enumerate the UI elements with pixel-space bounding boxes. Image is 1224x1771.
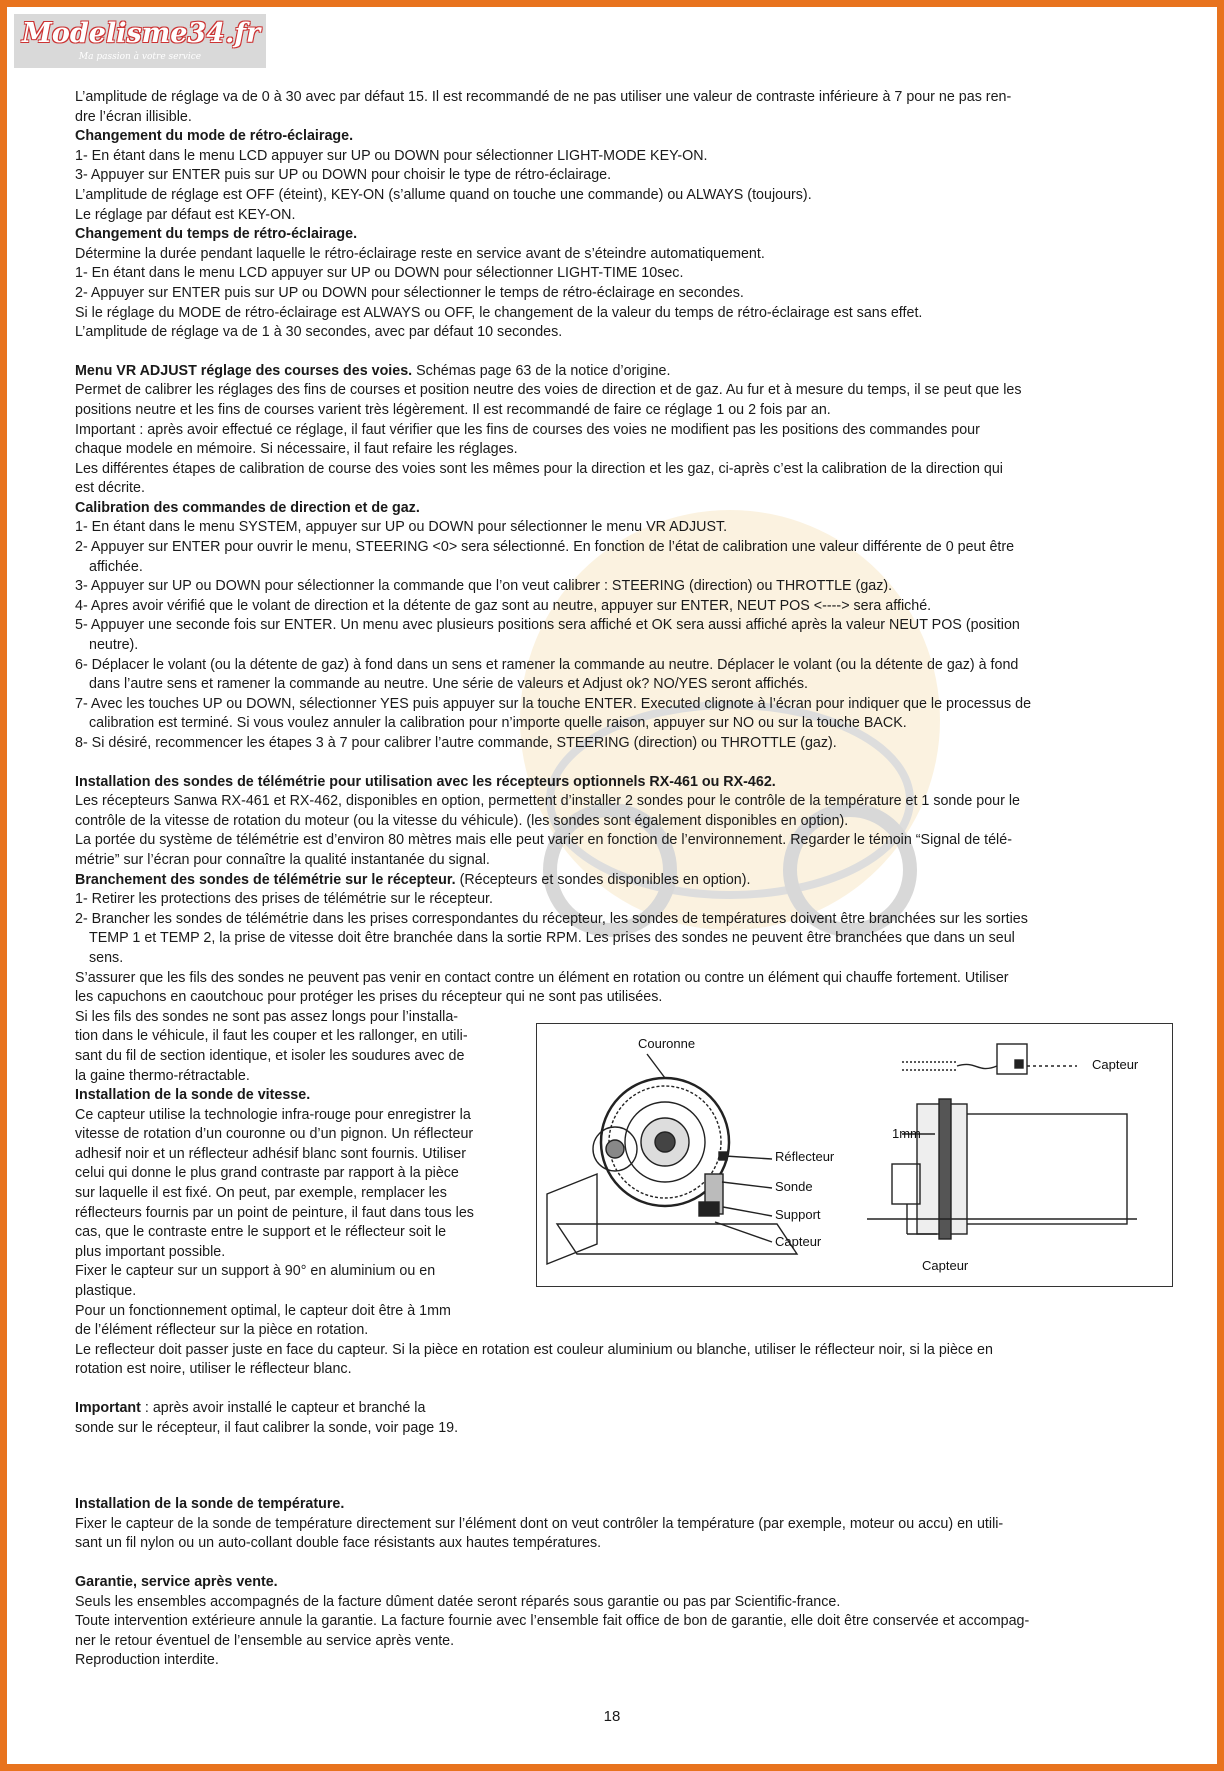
text-line: S’assurer que les fils des sondes ne peuvent pas venir en contact contre un élément en rotation ou contre un élément qui chauffe fortement. Utiliser <box>75 969 1009 986</box>
text-line: chaque modele en mémoire. Si nécessaire, il faut refaire les réglages. <box>75 441 518 458</box>
step-line: 1- Retirer les protections des prises de télémétrie sur le récepteur. <box>75 891 493 908</box>
diagram-drawing <box>537 1024 1174 1288</box>
label-capteur-left: Capteur <box>775 1234 822 1249</box>
text-line: Important : après avoir effectué ce réglage, il faut vérifier que les fins de courses des voies ne modifient pas les positions des commandes pour <box>75 421 980 438</box>
label-capteur-bottom: Capteur <box>922 1258 969 1273</box>
section-heading: Garantie, service après vente. <box>75 1573 278 1590</box>
text-line: positions neutre et les fins de courses varient très légèrement. Il est recommandé de faire ce réglage 1 ou 2 fois par an. <box>75 401 831 418</box>
branch-heading-line <box>75 871 1175 891</box>
text-line: est décrite. <box>75 480 145 497</box>
step-line: calibration est terminé. Si vous voulez annuler la calibration pour n’importe quelle raison, appuyer sur NO ou sur la touche BACK. <box>89 715 907 732</box>
text-line: Les récepteurs Sanwa RX-461 et RX-462, disponibles en option, permettent d’installer 2 sondes pour le contrôle de la température et 1 sonde pour le <box>75 793 1020 810</box>
text-line: Fixer le capteur sur un support à 90° en aluminium ou en <box>75 1263 436 1280</box>
text-line: Fixer le capteur de la sonde de température directement sur l’élément dont on veut contrôler la température (par exemple, moteur ou accu) en utili- <box>75 1515 1004 1532</box>
text-line: sant du fil de section identique, et isoler les soudures avec de <box>75 1047 465 1064</box>
text-line: Si les fils des sondes ne sont pas assez longs pour l’installa- <box>75 1008 459 1025</box>
text-line: Le réglage par défaut est KEY-ON. <box>75 206 296 223</box>
text-line: Toute intervention extérieure annule la garantie. La facture fournie avec l’ensemble fait office de bon de garantie, elle doit être conservée et accompag- <box>75 1613 1030 1630</box>
text-line: réflecteurs fournis par un point de peinture, il faut dans tous les <box>75 1204 474 1221</box>
label-couronne: Couronne <box>638 1036 696 1051</box>
text-line: contrôle de la vitesse de rotation du moteur (ou la vitesse du véhicule). (les sondes sont également disponibles en option). <box>75 812 849 829</box>
text-line: les capuchons en caoutchouc pour protéger les prises du récepteur qui ne sont pas utilisées. <box>75 989 663 1006</box>
step-line: 5- Appuyer une seconde fois sur ENTER. Un menu avec plusieurs positions sera affiché et OK sera aussi affiché après la valeur NEUT POS (position <box>75 617 1020 634</box>
text-line: de l’élément réflecteur sur la pièce en rotation. <box>75 1322 369 1339</box>
step-line: 8- Si désiré, recommencer les étapes 3 à 7 pour calibrer l’autre commande, STEERING (direction) ou THROTTLE (gaz). <box>75 735 837 751</box>
text-line: Permet de calibrer les réglages des fins de courses et position neutre des voies de direction et de gaz. Au fur et à mesure du temps, il se peut que les <box>75 382 1022 399</box>
step-line: affichée. <box>89 558 143 575</box>
text-line: ner le retour éventuel de l’ensemble au service après vente. <box>75 1632 455 1649</box>
text-line: sant un fil nylon ou un auto-collant double face résistants aux hautes températures. <box>75 1535 602 1552</box>
text-line: Seuls les ensembles accompagnés de la facture dûment datée seront réparés sous garantie ou pas par Scientific-france. <box>75 1593 841 1610</box>
step-line: dans l’autre sens et ramener la commande au neutre. Une série de valeurs et Adjust ok? NO/YES seront affichés. <box>89 676 808 693</box>
text-line: (Récepteurs et sondes disponibles en option). <box>455 871 751 888</box>
text-line: rotation est noire, utiliser le réflecteur blanc. <box>75 1361 352 1378</box>
important-label: Important <box>75 1400 141 1416</box>
logo-subtitle: Ma passion à votre service <box>78 52 202 62</box>
text-line: vitesse de rotation d’un couronne ou d’un pignon. Un réflecteur <box>75 1126 474 1143</box>
text-line: Les différentes étapes de calibration de course des voies sont les mêmes pour la direction et les gaz, ci-après c’est la calibration de la direction qui <box>75 460 1003 477</box>
step-line: TEMP 1 et TEMP 2, la prise de vitesse doit être branchée dans la sortie RPM. Les prises des sondes ne peuvent être branchées que dans un seul <box>89 930 1015 947</box>
text-line: Pour un fonctionnement optimal, le capteur doit être à 1mm <box>75 1302 451 1319</box>
text-line: sonde sur le récepteur, il faut calibrer la sonde, voir page 19. <box>75 1419 459 1436</box>
label-sonde: Sonde <box>775 1179 813 1194</box>
text-line: : après avoir installé le capteur et branché la <box>140 1400 426 1416</box>
step-line: 2- Brancher les sondes de télémétrie dans les prises correspondantes du récepteur, les sondes de températures doivent être branchées sur les sorties <box>75 910 1028 927</box>
step-line: sens. <box>89 949 124 966</box>
text-line: 3- Appuyer sur ENTER puis sur UP ou DOWN pour choisir le type de rétro-éclairage. <box>75 167 612 184</box>
text-line: sur laquelle il est fixé. On peut, par exemple, remplacer les <box>75 1185 447 1202</box>
text-line: La portée du système de télémétrie est d’environ 80 mètres mais elle peut varier en fonction de l’environnement. Regarder le témoin “Signal de télé- <box>75 832 1012 849</box>
step-line: 2- Appuyer sur ENTER pour ouvrir le menu, STEERING <0> sera sélectionné. En fonction de l’état de calibration une valeur différente de 0 peut être <box>75 539 1015 556</box>
step-line: 1- En étant dans le menu SYSTEM, appuyer sur UP ou DOWN pour sélectionner le menu VR ADJUST. <box>75 519 728 536</box>
text-line: Reproduction interdite. <box>75 1652 219 1669</box>
text-line: dre l’écran illisible. <box>75 108 192 125</box>
text-line: métrie” sur l’écran pour connaître la qualité instantanée du signal. <box>75 851 490 868</box>
label-capteur-top: Capteur <box>1092 1057 1139 1072</box>
sensor-installation-diagram <box>536 1023 1173 1287</box>
step-line: 4- Apres avoir vérifié que le volant de direction et la détente de gaz sont au neutre, appuyer sur ENTER, NEUT POS <----> sera affiché. <box>75 597 932 614</box>
label-1mm: 1mm <box>892 1126 921 1141</box>
vr-heading-line <box>75 362 1175 382</box>
label-support: Support <box>775 1207 821 1222</box>
text-line: tion dans le véhicule, il faut les couper et les rallonger, en utili- <box>75 1028 468 1045</box>
text-line: cas, que le contraste entre le support et le réflecteur soit le <box>75 1224 447 1241</box>
section-heading: Menu VR ADJUST réglage des courses des voies. <box>75 362 413 379</box>
text-line: L’amplitude de réglage va de 1 à 30 secondes, avec par défaut 10 secondes. <box>75 324 563 341</box>
section-heading: Installation de la sonde de température. <box>75 1496 345 1513</box>
section-heading: Changement du temps de rétro-éclairage. <box>75 226 358 243</box>
section-heading: Calibration des commandes de direction et de gaz. <box>75 499 420 516</box>
text-line: 1- En étant dans le menu LCD appuyer sur UP ou DOWN pour sélectionner LIGHT-MODE KEY-ON. <box>75 147 708 164</box>
text-line: Détermine la durée pendant laquelle le rétro-éclairage reste en service avant de s’éteindre automatiquement. <box>75 245 765 262</box>
step-line: neutre). <box>89 637 139 654</box>
text-line: la gaine thermo-rétractable. <box>75 1067 250 1084</box>
section-heading: Changement du mode de rétro-éclairage. <box>75 128 354 145</box>
label-reflecteur: Réflecteur <box>775 1149 835 1164</box>
text-line: 2- Appuyer sur ENTER puis sur UP ou DOWN pour sélectionner le temps de rétro-éclairage en secondes. <box>75 284 744 301</box>
text-line: 1- En étant dans le menu LCD appuyer sur UP ou DOWN pour sélectionner LIGHT-TIME 10sec. <box>75 265 684 282</box>
section-heading: Branchement des sondes de télémétrie sur le récepteur. <box>75 871 456 888</box>
logo-title: Modelisme34.fr <box>22 18 261 49</box>
text-line: plastique. <box>75 1283 137 1300</box>
important-line <box>75 1399 1175 1419</box>
text-line: adhesif noir et un réflecteur adhésif blanc sont fournis. Utiliser <box>75 1145 466 1162</box>
text-line: Si le réglage du MODE de rétro-éclairage est ALWAYS ou OFF, le changement de la valeur du temps de rétro-éclairage est sans effet. <box>75 304 923 321</box>
text-line: celui qui donne le plus grand contraste par rapport à la pièce <box>75 1165 459 1182</box>
section-heading: Installation des sondes de télémétrie pour utilisation avec les récepteurs optionnels RX-461 ou RX-462. <box>75 773 776 790</box>
page-number: 18 <box>603 1708 621 1725</box>
step-line: 6- Déplacer le volant (ou la détente de gaz) à fond dans un sens et ramener la commande au neutre. Déplacer le volant (ou la détente de gaz) à fond <box>75 656 1019 673</box>
step-line: 7- Avec les touches UP ou DOWN, sélectionner YES puis appuyer sur la touche ENTER. Executed clignote à l’écran pour indiquer que le processus de <box>75 695 1032 712</box>
text-line: Le reflecteur doit passer juste en face du capteur. Si la pièce en rotation est couleur aluminium ou blanche, utiliser le réflecteur noir, si la pièce en <box>75 1341 993 1358</box>
text-line: Ce capteur utilise la technologie infra-rouge pour enregistrer la <box>75 1106 471 1123</box>
narrow-column <box>75 1008 535 1341</box>
step-line: 3- Appuyer sur UP ou DOWN pour sélectionner la commande que l’on veut calibrer : STEERING (direction) ou THROTTLE (gaz). <box>75 578 893 595</box>
text-line: plus important possible. <box>75 1243 226 1260</box>
text-line: L’amplitude de réglage va de 0 à 30 avec par défaut 15. Il est recommandé de ne pas utiliser une valeur de contraste inférieure à 7 pour ne pas ren- <box>75 89 1012 105</box>
text-line: Schémas page 63 de la notice d’origine. <box>412 362 671 379</box>
text-line: L’amplitude de réglage est OFF (éteint), KEY-ON (s’allume quand on touche une commande) ou ALWAYS (toujours). <box>75 186 812 203</box>
section-heading: Installation de la sonde de vitesse. <box>75 1087 311 1104</box>
site-logo[interactable] <box>14 14 266 68</box>
page-content <box>75 88 1175 1671</box>
